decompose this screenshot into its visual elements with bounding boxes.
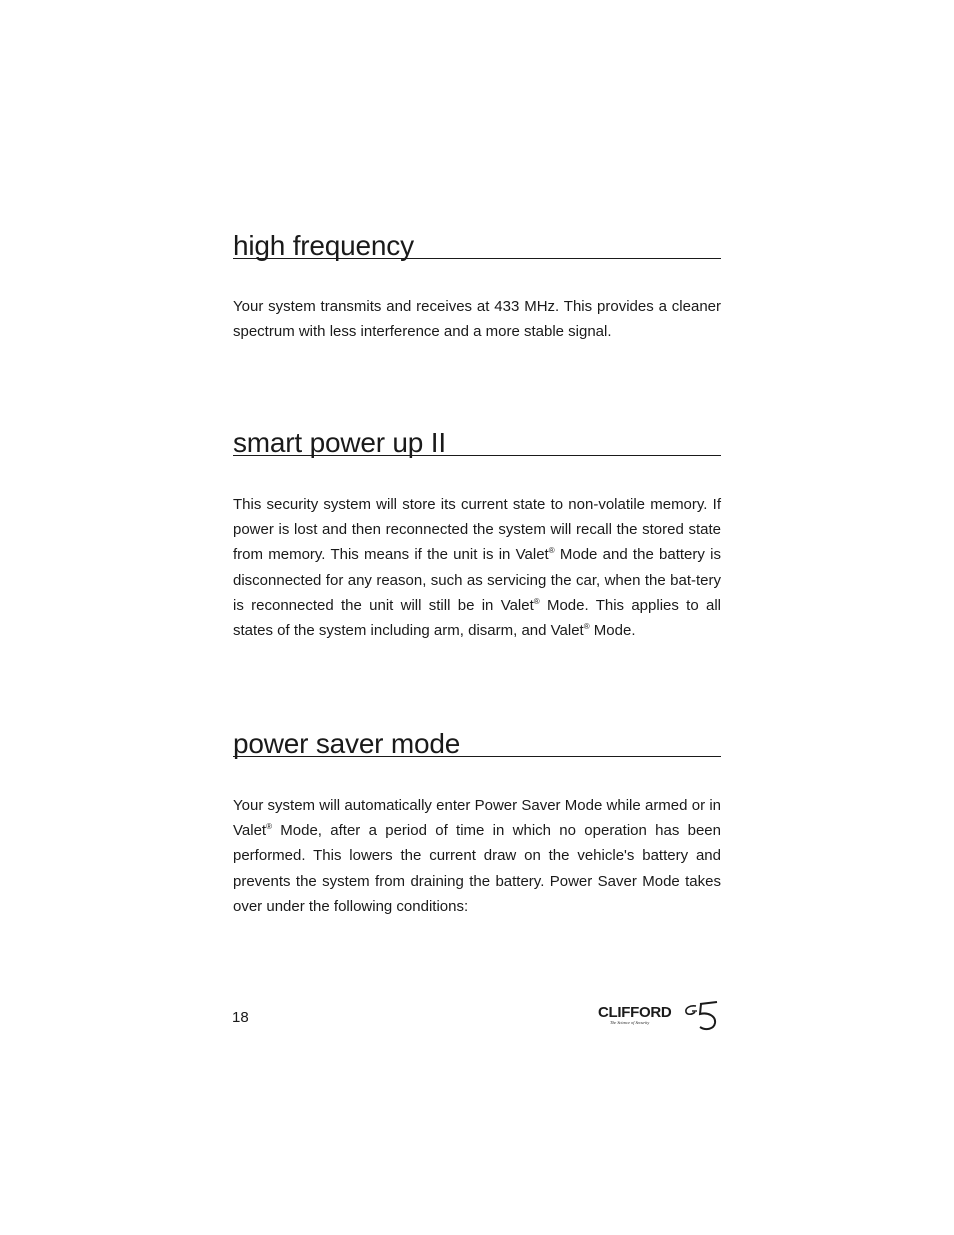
paragraph-text: Mode. This applies to all states of the system including arm, disarm, and Valet [233,596,721,640]
registered-mark: ® [548,546,555,556]
section-paragraph [233,793,721,919]
section-heading: smart power up II [233,427,446,458]
registered-mark: ® [533,596,540,606]
section-heading: high frequency [233,230,414,261]
section-paragraph [233,294,721,344]
section-high-frequency [233,224,721,344]
clifford-g5-logo [596,998,722,1032]
paragraph-text: Your system transmits and receives at 433 MHz. This provides a cleaner spectrum with less interference and a more stable signal. [233,298,721,341]
paragraph-text: This security system will store its current state to non-volatile memory. If power is lost and then reconnected the system will recall the stored state from memory. This means if the unit is in Valet [233,496,721,564]
section-heading-rule [233,421,721,456]
registered-mark: ® [266,822,272,832]
logo-tagline: The Science of Security [610,1020,650,1025]
paragraph-text: Your system will automatically enter Power Saver Mode while armed or in Valet [233,797,721,840]
logo-wordmark: CLIFFORD [598,1004,672,1021]
section-heading-rule [233,224,721,259]
paragraph-text: Mode and the battery is disconnected for any reason, such as servicing the car, when the bat-tery is reconnected the unit will still be in Valet [233,546,721,614]
paragraph-text: Mode. [589,622,636,640]
paragraph-text: Mode, after a period of time in which no operation has been performed. This lowers the current draw on the vehicle's battery and prevents the system from draining the battery. Power Saver Mode takes over under the following conditions: [233,822,721,915]
registered-mark: ® [583,622,590,632]
logo-graphic [596,998,722,1032]
section-heading: power saver mode [233,728,461,759]
page-number: 18 [232,1009,249,1026]
section-paragraph [233,492,721,643]
g5-mark [686,1002,717,1029]
section-power-saver-mode [233,722,721,919]
section-heading-rule [233,722,721,757]
section-smart-power-up [233,421,721,643]
